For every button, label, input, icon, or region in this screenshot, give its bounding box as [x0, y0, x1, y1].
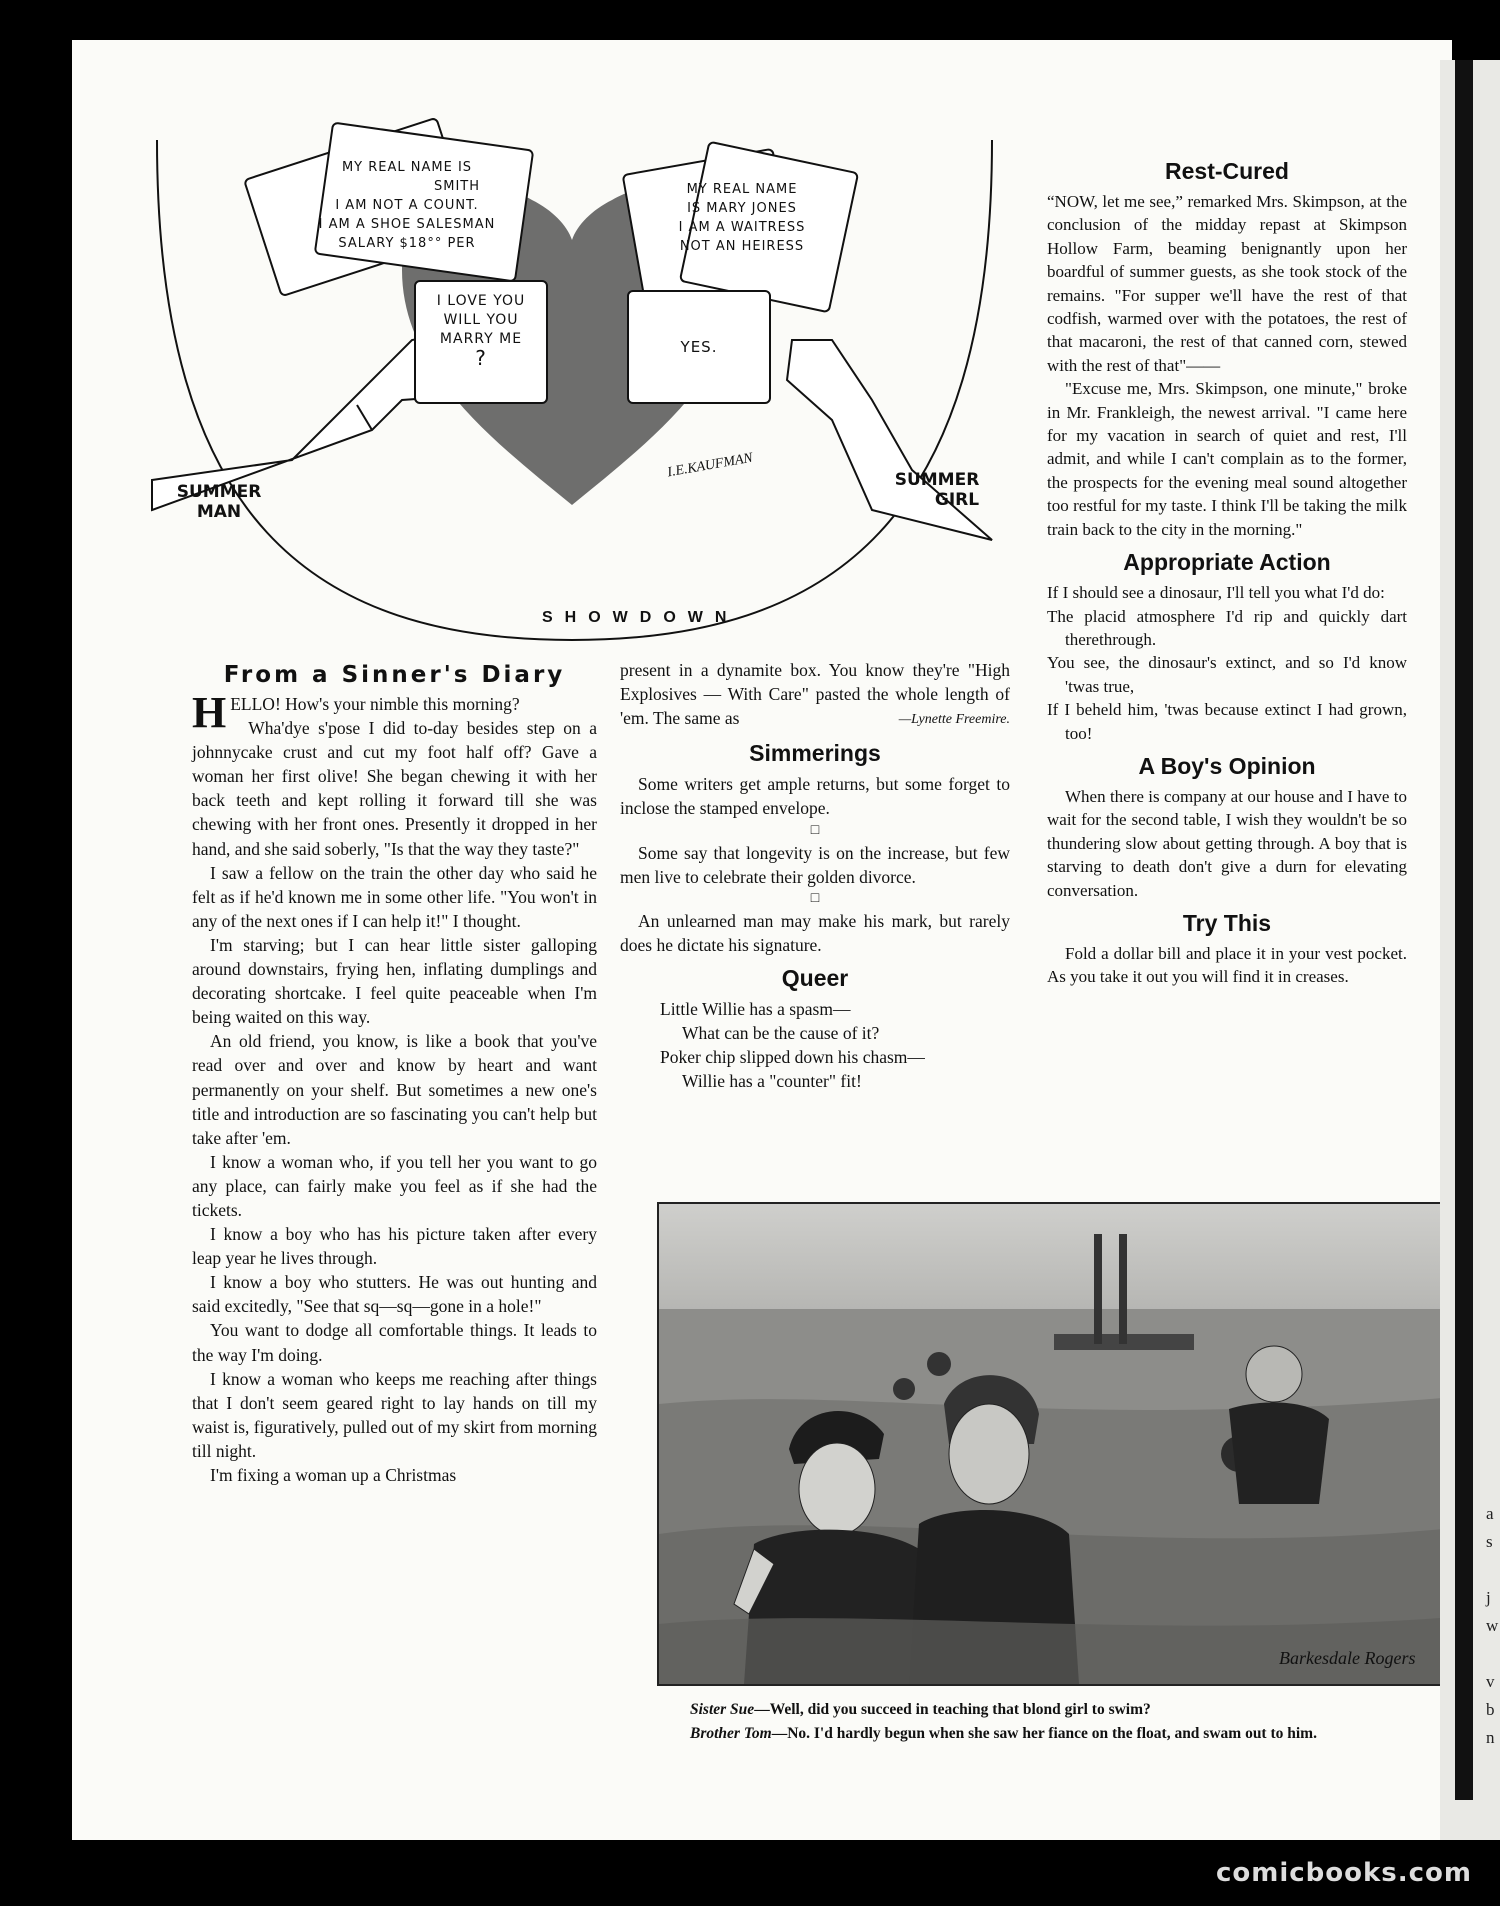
paragraph: I saw a fellow on the train the other day who said he felt as if he'd known me in some other life. "You won't in any of the next ones if I can help it!" I thought. [192, 862, 597, 931]
paragraph: I'm fixing a woman up a Christmas [210, 1465, 457, 1485]
boys-opinion-title: A Boy's Opinion [1138, 752, 1316, 779]
paragraph: I know a woman who keeps me reaching after things that I don't seem geared right to lay hands on till my waist is, figuratively, pulled out of my skirt from morning till night. [192, 1368, 597, 1461]
paragraph: You want to dodge all comfortable things. It leads to the way I'm doing. [192, 1320, 597, 1365]
paragraph: I know a boy who has his picture taken after every leap year he lives through. [192, 1224, 597, 1269]
queer-title: Queer [781, 964, 849, 991]
appropriate-action-title: Appropriate Action [1123, 549, 1331, 576]
illustration-caption: SHOWDOWN [542, 609, 739, 626]
paragraph: “NOW, let me see,” remarked Mrs. Skimpson, at the conclusion of the midday repast at Skimpson Hollow Farm, beaming benignantly upon her boardful of summer guests, as she took stock of the remains. "For supper we'll have the rest of that codfish, warmed over with the potatoes, the rest of that macaroni, the rest of that canned corn, stewed with the rest of that"—— [1047, 192, 1407, 375]
simmerings-item: Some say that longevity is on the increase, but few men live to celebrate their golden divorce. [620, 842, 1010, 887]
card-yes: YES. [627, 290, 771, 404]
photo-artist-signature: Barkesdale Rogers [1279, 1648, 1416, 1668]
simmerings-title: Simmerings [749, 740, 881, 767]
paragraph: I know a woman who, if you tell her you want to go any place, can fairly make you feel as if she had the tickets. [192, 1151, 597, 1220]
verse-line: If I beheld him, 'twas because extinct I had grown, too! [1047, 700, 1407, 743]
simmerings-item: Some writers get ample returns, but some forget to inclose the stamped envelope. [620, 774, 1010, 819]
caption-line-2: Brother Tom—No. I'd hardly begun when she saw her fiance on the float, and swam out to him. [690, 1725, 1317, 1742]
separator-square: □ [810, 822, 820, 838]
sinners-diary-title: From a Sinner's Diary [223, 662, 566, 688]
paragraph: I know a boy who stutters. He was out hunting and said excitedly, "See that sq—sq—gone in a hole!" [192, 1272, 597, 1317]
paragraph: An old friend, you know, is like a book that you've read over and over and know by heart and want permanently on your shelf. But sometimes a new one's title and introduction are so fascinating you can't help but take after 'em. [192, 1031, 597, 1148]
beach-scene [659, 1204, 1452, 1684]
beach-illustration [657, 1202, 1452, 1686]
queer-poem: Little Willie has a spasm— What can be the cause of it? Poker chip slipped down his chasm— Willie has a "counter" fit! [660, 998, 925, 1092]
simmerings-item: An unlearned man may make his mark, but rarely does he dictate his signature. [620, 910, 1010, 955]
facing-page-letters: a s j w v b n [1486, 1504, 1499, 1747]
paragraph: "Excuse me, Mrs. Skimpson, one minute," broke in Mr. Frankleigh, the newest arrival. "I came here for my vacation in search of quiet and rest, I'll admit, and while I can't complain as to the former, the prospects for the evening meal sound altogether too restful for my taste. I think I'll be taking the milk train back to the city in the morning." [1047, 379, 1407, 539]
paragraph: Wha'dye s'pose I did to-day besides step on a johnnycake crust and cut my foot half off? Gave a woman her first olive! She began chewing it with her back teeth and kept rolling it forward till she was chewing with her front ones. Presently it dropped in her hand, and she said soberly, "Is that the way they taste?" [192, 718, 597, 859]
magazine-page [72, 40, 1452, 1840]
paragraph: Fold a dollar bill and place it in your vest pocket. As you take it out you will find it in creases. [1047, 943, 1407, 987]
column-right [1047, 150, 1407, 989]
left-card-text: MY REAL NAME IS SMITH I AM NOT A COUNT. I AM A SHOE SALESMAN SALARY $18°° PER [318, 160, 496, 251]
paragraph: HELLO! How's your nimble this morning? [192, 688, 520, 737]
page-gutter [1455, 60, 1473, 1800]
right-card-text: MY REAL NAME IS MARY JONES I AM A WAITRESS NOT AN HEIRESS [678, 182, 806, 254]
paragraph: I'm starving; but I can hear little sister galloping around downstairs, frying hen, inflating dumplings and decorating shortcake. I feel quite peaceable when I'm being waited on this way. [192, 934, 597, 1028]
label-summer-man: SUMMER MAN [176, 482, 262, 522]
sinners-diary-continuation: present in a dynamite box. You know they're "High Explosives — With Care" pasted the whole length of 'em. The same as [620, 660, 1010, 729]
girl-arm [787, 340, 992, 540]
column-sinners-diary [192, 660, 597, 1487]
label-summer-girl: SUMMER GIRL [894, 470, 980, 510]
verse-line: You see, the dinosaur's extinct, and so I'd know 'twas true, [1047, 653, 1407, 696]
girl-face [799, 1443, 875, 1535]
try-this-title: Try This [1182, 909, 1272, 936]
boy-face [949, 1404, 1029, 1504]
column-middle [620, 658, 1010, 1093]
card-marry-me: I LOVE YOU WILL YOU MARRY ME ? [414, 280, 548, 404]
author-signature: —Lynette Freemire. [898, 712, 1010, 728]
verse-line: The placid atmosphere I'd rip and quickly dart therethrough. [1047, 606, 1407, 649]
separator-square: □ [810, 890, 820, 906]
site-watermark: comicbooks.com [1215, 1858, 1472, 1888]
caption-line-1: Sister Sue—Well, did you succeed in teaching that blond girl to swim? [690, 1701, 1151, 1718]
photo-caption [690, 1698, 1317, 1746]
verse-line: If I should see a dinosaur, I'll tell you what I'd do: [1047, 583, 1385, 603]
rest-cured-title: Rest-Cured [1165, 158, 1289, 184]
showdown-illustration [72, 40, 1072, 660]
paragraph: When there is company at our house and I have to wait for the second table, I wish they wouldn't be so thundering slow about getting through. A boy that is starving to death don't give a durn for elevating conversation. [1047, 786, 1407, 900]
man-head [1246, 1346, 1302, 1402]
drop-cap: H [192, 688, 227, 737]
artist-signature: I.E.KAUFMAN [666, 450, 754, 481]
